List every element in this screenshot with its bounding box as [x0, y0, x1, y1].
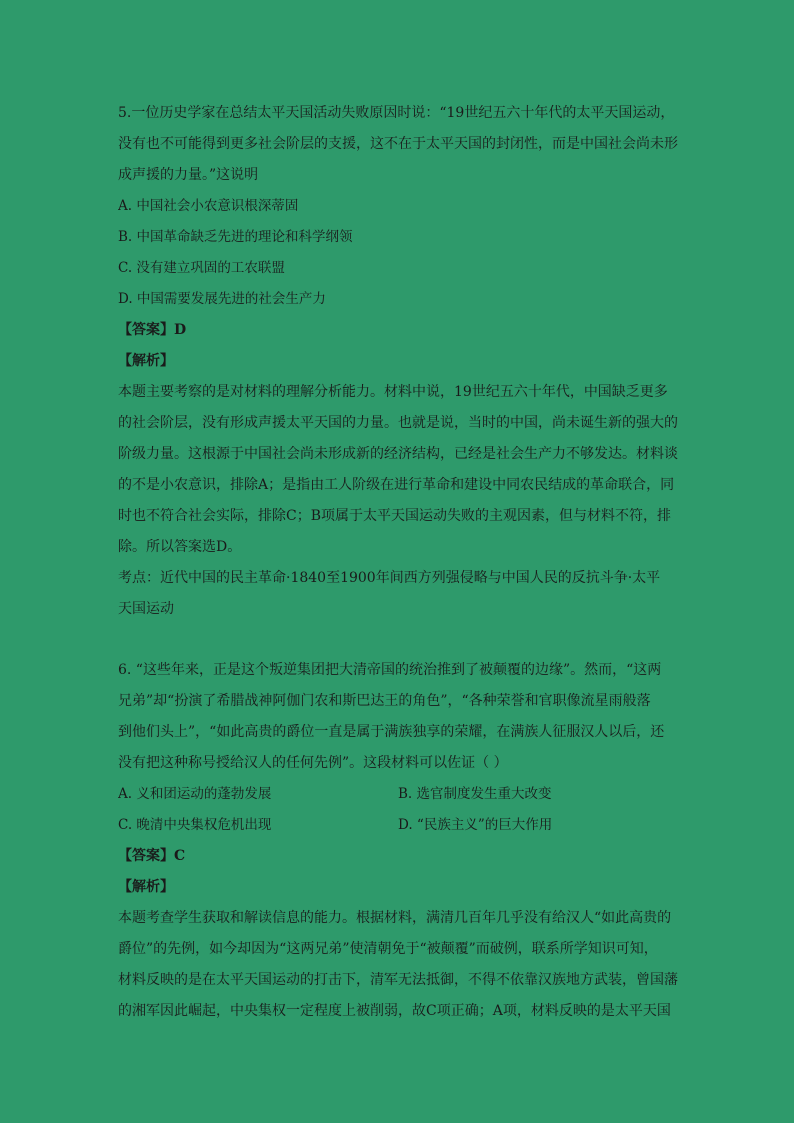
q5-analysis-line-3: 阶级力量。这根源于中国社会尚未形成新的经济结构，已经是社会生产力不够发达。材料谈 [118, 446, 678, 462]
q5-answer: 【答案】D [118, 322, 187, 338]
q5-kaodian-line-2: 天国运动 [118, 601, 174, 617]
q6-analysis-line-4: 的湘军因此崛起，中央集权一定程度上被削弱，故C项正确；A项，材料反映的是太平天国 [118, 1003, 671, 1019]
q5-stem-line-1: 5.一位历史学家在总结太平天国活动失败原因时说：“19世纪五六十年代的太平天国运动， [118, 105, 675, 121]
q6-analysis-heading: 【解析】 [118, 879, 174, 895]
question-5 [118, 98, 678, 625]
q6-analysis-line-1: 本题考查学生获取和解读信息的能力。根据材料，满清几百年几乎没有给汉人“如此高贵的 [118, 910, 672, 926]
q6-answer: 【答案】C [118, 848, 186, 864]
q5-option-c: C. 没有建立巩固的工农联盟 [118, 260, 285, 276]
question-gap [118, 625, 678, 655]
q6-stem-line-4: 没有把这种称号授给汉人的任何先例”。这段材料可以佐证（ ） [118, 755, 508, 771]
q6-option-d: D. “民族主义”的巨大作用 [398, 817, 553, 833]
q6-analysis-line-3: 材料反映的是在太平天国运动的打击下，清军无法抵御，不得不依靠汉族地方武装，曾国藩 [118, 972, 678, 988]
q5-analysis-line-6: 除。所以答案选D。 [118, 539, 242, 555]
q6-stem-line-3: 到他们头上”，“如此高贵的爵位一直是属于满族独享的荣耀，在满族人征服汉人以后，还 [118, 724, 665, 740]
q6-option-a: A. 义和团运动的蓬勃发展 [118, 786, 272, 802]
q5-analysis-line-2: 的社会阶层，没有形成声援太平天国的力量。也就是说，当时的中国，尚未诞生新的强大的 [118, 415, 678, 431]
q6-analysis-line-2: 爵位”的先例，如今却因为“这两兄弟”使清朝免于“被颠覆”而破例，联系所学知识可知， [118, 941, 658, 957]
q6-option-c: C. 晚清中央集权危机出现 [118, 817, 272, 833]
q5-kaodian-line-1: 考点：近代中国的民主革命·1840至1900年间西方列强侵略与中国人民的反抗斗争·太平 [118, 570, 661, 586]
question-6 [118, 655, 678, 1027]
q5-analysis-line-4: 的不是小农意识，排除A；是指由工人阶级在进行革命和建设中同农民结成的革命联合，同 [118, 477, 675, 493]
q5-analysis-line-5: 时也不符合社会实际，排除C；B项属于太平天国运动失败的主观因素，但与材料不符，排 [118, 508, 671, 524]
q6-options-row-1 [118, 779, 678, 810]
q5-option-b: B. 中国革命缺乏先进的理论和科学纲领 [118, 229, 353, 245]
q5-stem-line-2: 没有也不可能得到更多社会阶层的支援，这不在于太平天国的封闭性，而是中国社会尚未形 [118, 136, 678, 152]
q6-option-b: B. 选官制度发生重大改变 [398, 786, 552, 802]
q6-options-row-2 [118, 810, 678, 841]
document-page [118, 98, 678, 1027]
q6-stem-line-2: 兄弟”却“扮演了希腊战神阿伽门农和斯巴达王的角色”，“各种荣誉和官职像流星雨般落 [118, 693, 651, 709]
q5-analysis-heading: 【解析】 [118, 353, 174, 369]
q6-stem-line-1: 6. “这些年来，正是这个叛逆集团把大清帝国的统治推到了被颠覆的边缘”。然而，“这两 [118, 662, 662, 678]
q5-analysis-line-1: 本题主要考察的是对材料的理解分析能力。材料中说，19世纪五六十年代，中国缺乏更多 [118, 384, 668, 400]
q5-option-d: D. 中国需要发展先进的社会生产力 [118, 291, 326, 307]
q5-option-a: A. 中国社会小农意识根深蒂固 [118, 198, 299, 214]
q5-stem-line-3: 成声援的力量。”这说明 [118, 167, 259, 183]
